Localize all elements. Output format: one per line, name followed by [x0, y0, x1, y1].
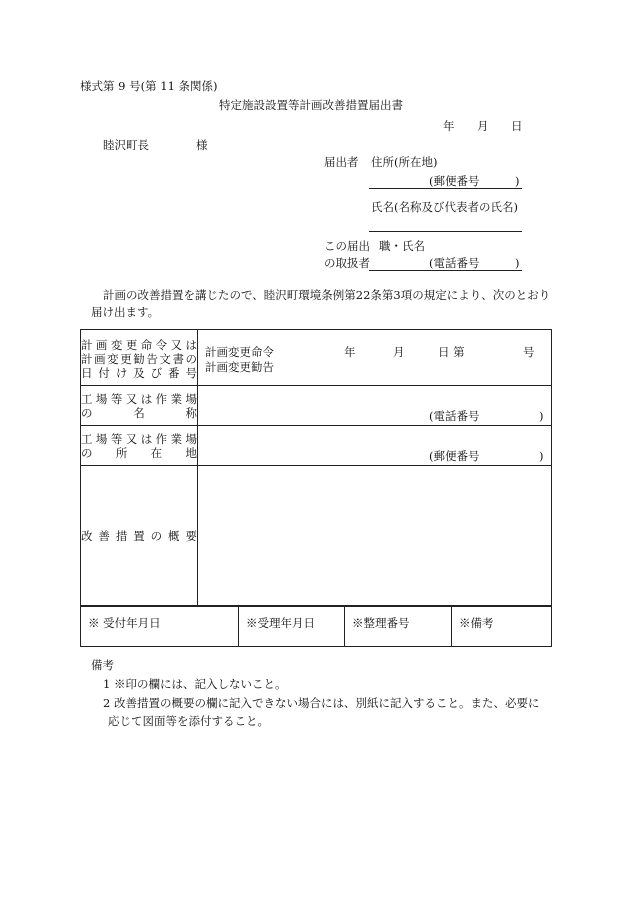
handler-phone-close: ) — [515, 256, 520, 270]
table-row-plan-change — [81, 330, 552, 386]
addressee: 睦沢町長 — [103, 138, 149, 152]
table-row-improvement-summary — [81, 466, 552, 606]
postal-code-close: ) — [515, 174, 520, 188]
reference-number-cell[interactable] — [345, 606, 452, 647]
document-title: 特定施設設置等計画改善措置届出書 — [219, 98, 403, 112]
table-row-facility-name — [81, 386, 552, 426]
doc-month-label: 月 — [393, 345, 405, 359]
notification-table — [80, 329, 552, 606]
label-line: の 名 称 — [81, 405, 197, 420]
label-line: 計 画 変 更 勧 告 文 書 の — [81, 351, 197, 366]
accepted-date-label: ※受理年月日 — [246, 616, 315, 630]
position-name-label: 職・氏名 — [379, 239, 425, 253]
improvement-summary-label — [81, 466, 198, 606]
note-item-2-continued: 応じて図面等を添付すること。 — [108, 714, 269, 728]
date-year-label: 年 — [443, 119, 455, 133]
handler-phone-label: (電話番号 — [429, 256, 480, 270]
notes-heading: 備考 — [91, 658, 114, 672]
label-line: 工 場 等 又 は 作 業 場 — [81, 391, 197, 406]
remarks-label: ※備考 — [459, 616, 494, 630]
reference-number-label: ※整理番号 — [352, 616, 410, 630]
notifier-label: 届出者 — [324, 155, 359, 169]
handler-label-line2: の取扱者 — [324, 256, 370, 270]
name-label: 氏名(名称及び代表者の氏名) — [371, 200, 518, 214]
remarks-cell[interactable] — [452, 606, 552, 647]
doc-day-no-label: 日 第 — [438, 345, 465, 359]
accepted-date-cell[interactable] — [239, 606, 345, 647]
plan-change-order-label: 計画変更命令 — [205, 345, 274, 359]
body-text-line2: 届け出ます。 — [91, 305, 160, 319]
doc-number-label: 号 — [523, 345, 535, 359]
doc-year-label: 年 — [344, 345, 356, 359]
name-underline — [369, 231, 522, 232]
plan-change-doc-field[interactable] — [198, 330, 552, 386]
label-line: 工 場 等 又 は 作 業 場 — [81, 431, 197, 446]
received-date-label: ※ 受付年月日 — [88, 616, 161, 630]
facility-location-field[interactable] — [198, 426, 552, 466]
honorific: 様 — [196, 138, 208, 152]
label-line: 改 善 措 置 の 概 要 — [81, 528, 197, 543]
handler-label-line1: この届出 — [324, 239, 370, 253]
date-day-label: 日 — [511, 119, 523, 133]
facility-phone-label: (電話番号 — [429, 409, 480, 423]
facility-postal-label: (郵便番号 — [429, 449, 480, 463]
postal-code-label: (郵便番号 — [429, 174, 480, 188]
plan-change-doc-label — [81, 330, 198, 386]
label-line: 計 画 変 更 命 令 又 は — [81, 337, 197, 352]
facility-location-label — [81, 426, 198, 466]
table-row-facility-location — [81, 426, 552, 466]
note-item-1: 1 ※印の欄には、記入しないこと。 — [103, 677, 287, 691]
facility-phone-close: ) — [539, 409, 544, 423]
note-item-2: 2 改善措置の概要の欄に記入できない場合には、別紙に記入すること。また、必要に — [103, 696, 540, 710]
body-text-line1: 計画の改善措置を講じたので、睦沢町環境条例第22条第3項の規定により、次のとおり — [103, 288, 551, 302]
address-label: 住所(所在地) — [371, 155, 438, 169]
facility-name-field[interactable] — [198, 386, 552, 426]
office-use-table — [80, 605, 552, 647]
form-number: 様式第 9 号(第 11 条関係) — [80, 79, 218, 93]
improvement-summary-field[interactable] — [198, 466, 552, 606]
label-line: 日 付 け 及 び 番 号 — [81, 365, 197, 380]
date-month-label: 月 — [477, 119, 489, 133]
plan-change-recommendation-label: 計画変更勧告 — [205, 360, 274, 374]
facility-name-label — [81, 386, 198, 426]
received-date-cell[interactable] — [81, 606, 239, 647]
address-underline — [369, 188, 522, 189]
handler-underline — [369, 270, 522, 271]
facility-postal-close: ) — [539, 449, 544, 463]
label-line: の 所 在 地 — [81, 445, 197, 460]
